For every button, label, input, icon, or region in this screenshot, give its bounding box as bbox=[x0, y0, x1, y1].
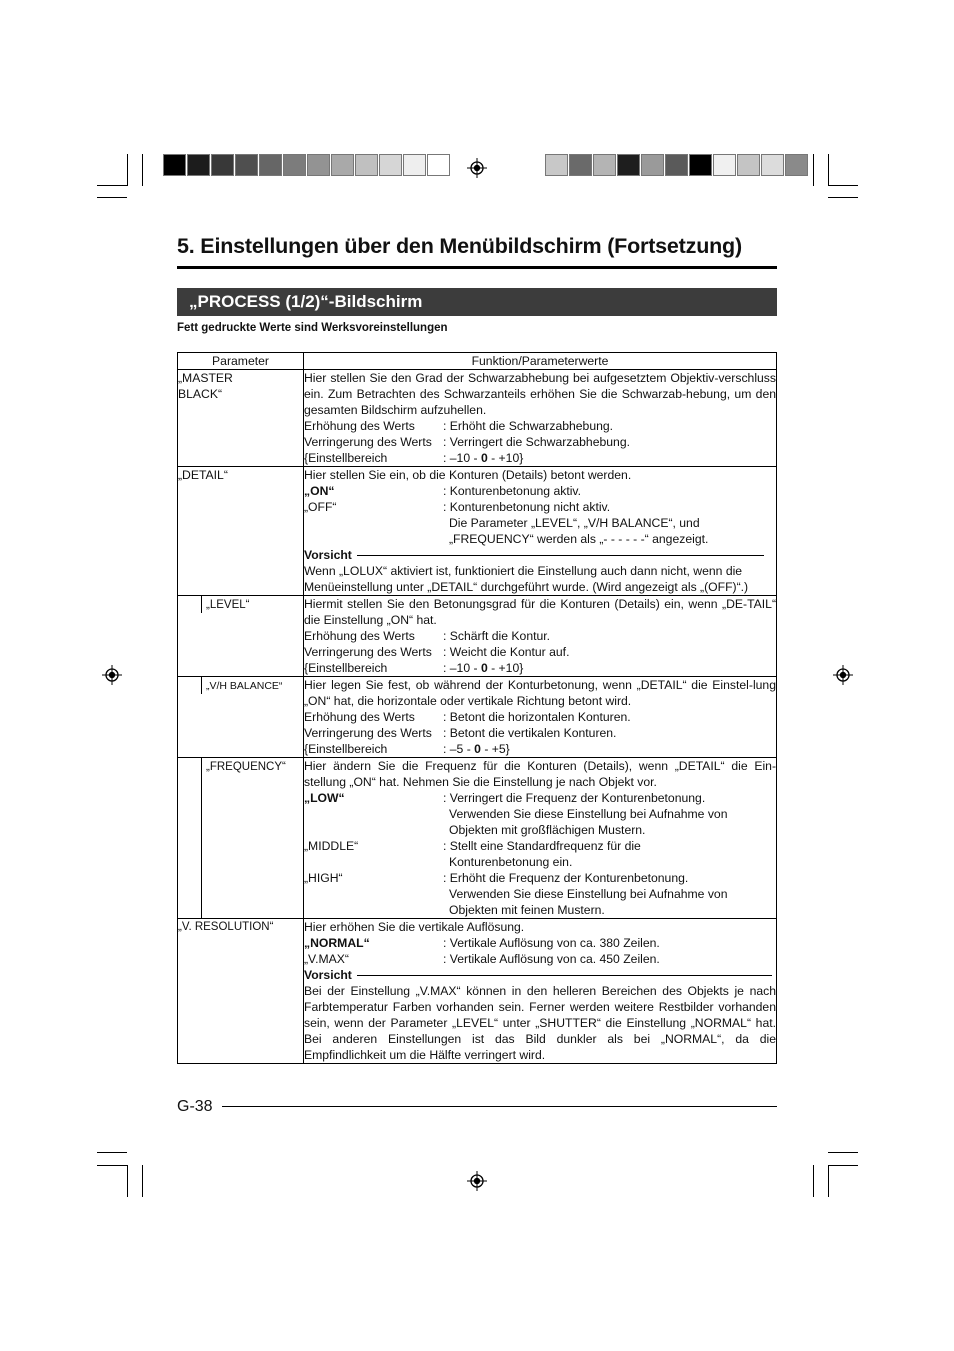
title-rule bbox=[177, 266, 777, 269]
crop-mark bbox=[828, 1165, 829, 1197]
crop-mark bbox=[828, 197, 858, 198]
page-title: 5. Einstellungen über den Menübildschirm (Fortsetzung) bbox=[177, 234, 742, 258]
table-row bbox=[178, 467, 777, 596]
color-bar-right bbox=[545, 154, 809, 176]
color-swatch bbox=[617, 154, 640, 176]
param-vh-balance: „V/H BALANCE“ bbox=[206, 680, 283, 692]
param-frequency: „FREQUENCY“ bbox=[206, 761, 286, 773]
crop-mark bbox=[97, 197, 127, 198]
color-swatch bbox=[641, 154, 664, 176]
color-swatch bbox=[187, 154, 210, 176]
factory-default-note: Fett gedruckte Werte sind Werksvoreinstellungen bbox=[177, 322, 448, 334]
color-swatch bbox=[713, 154, 736, 176]
table-row bbox=[178, 758, 777, 919]
registration-mark-icon bbox=[102, 665, 122, 685]
registration-mark-icon bbox=[833, 665, 853, 685]
section-heading: „PROCESS (1/2)“-Bildschirm bbox=[177, 288, 777, 316]
function-level: Hiermit stellen Sie den Betonungsgrad für die Konturen (Details) ein, wenn „DE-TAIL“ die Einstellung „ON“ hat. Erhöhung des Werts : Schärft die Kontur. Verringerung des Werts : Weicht die Kontur auf. {Einstellbereich : –10 - 0 - +10} bbox=[304, 597, 776, 675]
function-master-black: Hier stellen Sie den Grad der Schwarzabhebung bei aufgesetztem Objektiv-verschluss ein. Zum Betrachten des Schwarzanteils erhöhen Sie die Schwarzab-hebung, um den gesamten Bildschirm aufzuhellen. Erhöhung des Werts : Erhöht die Schwarzabhebung. Verringerung des Werts : Verringert die Schwarzabhebung. {Einstellbereich : –10 - 0 - +10} bbox=[304, 371, 776, 465]
color-swatch bbox=[403, 154, 426, 176]
color-swatch bbox=[785, 154, 808, 176]
color-swatch bbox=[665, 154, 688, 176]
registration-mark-icon bbox=[467, 1171, 487, 1191]
crop-mark bbox=[828, 185, 858, 186]
caution-text: Bei der Einstellung „V.MAX“ können in den helleren Bereichen des Objekts je nach Farbtemperatur Farben vorhanden sein. Ferner werden weitere Restbilder vorhanden sein, wenn der Parameter „LEVEL“ unter „SHUTTER“ die Einstellung „NORMAL“ hat. Bei anderen Einstellungen ist das Bild dunkler als bei „NORMAL“, da die Empfindlichkeit um die Hälfte verringert wird. bbox=[304, 984, 776, 1062]
color-swatch bbox=[737, 154, 760, 176]
crop-mark bbox=[828, 1152, 858, 1153]
table-row bbox=[178, 919, 777, 1064]
color-bar-left bbox=[163, 154, 451, 176]
color-swatch bbox=[593, 154, 616, 176]
crop-mark bbox=[97, 185, 127, 186]
function-frequency: Hier ändern Sie die Frequenz für die Konturen (Details), wenn „DETAIL“ die Ein-stellung „ON“ hat. Nehmen Sie die Einstellung je nach Objekt vor. „LOW“ : Verringert die Frequenz der Konturenbetonung. Verwenden Sie diese Einstellung bei Aufnahme von Objekten mit großflächigen Mustern. „MIDDLE“ : Stellt eine Standardfrequenz für die Konturenbetonung ein. „HIGH“ : Erhöht die Frequenz der Konturenbetonung. Verwenden Sie diese Einstellung bei Aufnahme von Objekten mit feinen Mustern. bbox=[304, 759, 776, 917]
caution-text: Wenn „LOLUX“ aktiviert ist, funktioniert die Einstellung auch dann nicht, wenn die Menüeinstellung unter „DETAIL“ durchgeführt wurde. (Wird angezeigt als „(OFF)“.) bbox=[304, 564, 749, 594]
function-detail: Hier stellen Sie ein, ob die Konturen (Details) betont werden. „ON“ : Konturenbetonung aktiv. „OFF“ : Konturenbetonung nicht aktiv. Die Parameter „LEVEL“, „V/H BALANCE“, und „FREQUENCY“ werden als „- - - - - -“ angezeigt. Vorsicht Wenn „LOLUX“ aktiviert ist, funktioniert die Einstellung auch dann nicht, wenn die Menüeinstellung unter „DETAIL“ durchgeführt wurde. (Wird angezeigt als „(OFF)“.) bbox=[304, 467, 777, 596]
crop-mark bbox=[828, 1165, 858, 1166]
table-row bbox=[178, 596, 777, 677]
param-detail: „DETAIL“ bbox=[178, 467, 304, 596]
crop-mark bbox=[142, 1165, 143, 1197]
color-swatch bbox=[163, 154, 186, 176]
color-swatch bbox=[235, 154, 258, 176]
color-swatch bbox=[211, 154, 234, 176]
color-swatch bbox=[761, 154, 784, 176]
crop-mark bbox=[828, 154, 829, 186]
function-vh-balance: Hier legen Sie fest, ob während der Konturbetonung, wenn „DETAIL“ die Einstel-lung „ON“ hat, die horizontale oder vertikale Richtung betont wird. Erhöhung des Werts : Betont die horizontalen Konturen. Verringerung des Werts : Betont die vertikalen Konturen. {Einstellbereich : –5 - 0 - +5} bbox=[304, 678, 776, 756]
function-v-resolution: Hier erhöhen Sie die vertikale Auflösung. „NORMAL“ : Vertikale Auflösung von ca. 380 Zeilen. „V.MAX“ : Vertikale Auflösung von ca. 450 Zeilen. Vorsicht Bei der Einstellung „V.MAX“ können in den helleren Bereichen des Objekts je nach Farbtemperatur Farben vorhanden sein. Ferner werden weitere Restbilder vorhanden sein, wenn der Parameter „LEVEL“ unter „SHUTTER“ die Einstellung „NORMAL“ hat. Bei anderen Einstellungen ist das Bild dunkler als bei „NORMAL“, da die Empfindlichkeit um die Hälfte verringert wird. bbox=[304, 920, 776, 1062]
crop-mark bbox=[127, 154, 128, 186]
description: Hier stellen Sie den Grad der Schwarzabhebung bei aufgesetztem Objektiv-verschluss ein. Zum Betrachten des Schwarzanteils erhöhen Sie die Schwarzab-hebung, um den gesamten Bildschirm aufzuhellen. bbox=[304, 371, 776, 417]
header-parameter: Parameter bbox=[178, 353, 304, 370]
color-swatch bbox=[427, 154, 450, 176]
color-swatch bbox=[379, 154, 402, 176]
caution-heading: Vorsicht bbox=[304, 967, 776, 983]
crop-mark bbox=[97, 1165, 127, 1166]
footer-rule bbox=[222, 1106, 777, 1107]
crop-mark bbox=[97, 1152, 127, 1153]
parameter-table bbox=[177, 352, 777, 1064]
color-swatch bbox=[307, 154, 330, 176]
caution-heading: Vorsicht bbox=[304, 547, 776, 563]
table-row bbox=[178, 370, 777, 467]
color-swatch bbox=[283, 154, 306, 176]
color-swatch bbox=[545, 154, 568, 176]
param-v-resolution: „V. RESOLUTION“ bbox=[178, 919, 304, 1064]
page-number: G-38 bbox=[177, 1098, 213, 1115]
crop-mark bbox=[813, 1165, 814, 1197]
table-header-row bbox=[178, 353, 777, 370]
param-master-black: „MASTER BLACK“ bbox=[178, 370, 304, 467]
color-swatch bbox=[331, 154, 354, 176]
table-row bbox=[178, 677, 777, 758]
registration-mark-icon bbox=[467, 158, 487, 178]
color-swatch bbox=[259, 154, 282, 176]
param-level: „LEVEL“ bbox=[206, 599, 250, 611]
crop-mark bbox=[142, 154, 143, 186]
color-swatch bbox=[569, 154, 592, 176]
crop-mark bbox=[813, 154, 814, 186]
header-function: Funktion/Parameterwerte bbox=[304, 353, 777, 370]
color-swatch bbox=[689, 154, 712, 176]
crop-mark bbox=[127, 1165, 128, 1197]
color-swatch bbox=[355, 154, 378, 176]
